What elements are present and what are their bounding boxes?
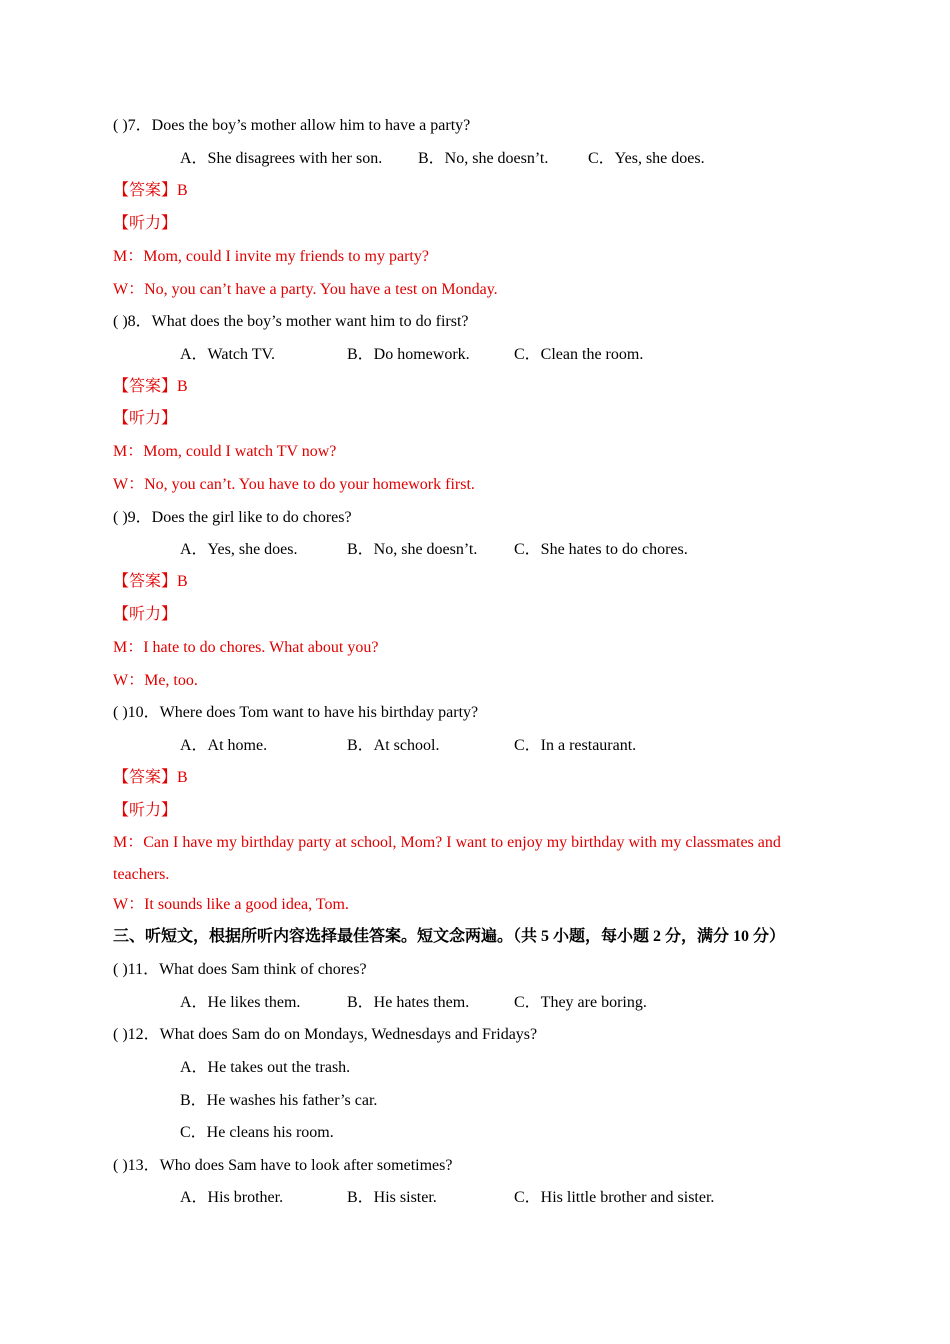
q9-listening-label: 【听力】 [113, 606, 178, 623]
question-9-stem: ( )9．Does the girl like to do chores? [113, 509, 352, 526]
q8-script-m: M：Mom, could I watch TV now? [113, 443, 337, 460]
q13-option-b: B．His sister. [347, 1189, 437, 1206]
q7-option-c: C．Yes, she does. [588, 150, 705, 167]
q11-option-c: C．They are boring. [514, 994, 647, 1011]
q12-option-b: B．He washes his father’s car. [180, 1092, 378, 1109]
q7-listening-label: 【听力】 [113, 215, 178, 232]
q10-script-m-cont: teachers. [113, 866, 170, 883]
q8-option-b: B．Do homework. [347, 346, 470, 363]
q9-script-w: W：Me, too. [113, 672, 198, 689]
q10-script-m: M：Can I have my birthday party at school, Mom? I want to enjoy my birthday with my classmates and [113, 834, 781, 851]
q10-listening-label: 【听力】 [113, 802, 178, 819]
q11-option-b: B．He hates them. [347, 994, 470, 1011]
q10-script-w: W：It sounds like a good idea, Tom. [113, 896, 349, 913]
q9-answer: 【答案】B [113, 573, 188, 590]
q10-answer: 【答案】B [113, 769, 188, 786]
q7-answer: 【答案】B [113, 182, 188, 199]
q9-script-m: M：I hate to do chores. What about you? [113, 639, 379, 656]
q10-option-a: A．At home. [180, 737, 268, 754]
question-7-stem: ( )7．Does the boy’s mother allow him to have a party? [113, 117, 471, 134]
q8-answer: 【答案】B [113, 378, 188, 395]
q9-option-b: B．No, she doesn’t. [347, 541, 478, 558]
question-13-stem: ( )13．Who does Sam have to look after sometimes? [113, 1157, 453, 1174]
q7-option-a: A．She disagrees with her son. [180, 150, 383, 167]
question-10-stem: ( )10．Where does Tom want to have his birthday party? [113, 704, 479, 721]
q8-option-c: C．Clean the room. [514, 346, 644, 363]
q7-script-w: W：No, you can’t have a party. You have a test on Monday. [113, 281, 498, 298]
q12-option-a: A．He takes out the trash. [180, 1059, 351, 1076]
q13-option-c: C．His little brother and sister. [514, 1189, 715, 1206]
q7-script-m: M：Mom, could I invite my friends to my party? [113, 248, 429, 265]
q10-option-c: C．In a restaurant. [514, 737, 637, 754]
q8-listening-label: 【听力】 [113, 410, 178, 427]
q13-option-a: A．His brother. [180, 1189, 284, 1206]
q11-option-a: A．He likes them. [180, 994, 301, 1011]
q8-script-w: W：No, you can’t. You have to do your homework first. [113, 476, 475, 493]
q9-option-a: A．Yes, she does. [180, 541, 298, 558]
q9-option-c: C．She hates to do chores. [514, 541, 688, 558]
q10-option-b: B．At school. [347, 737, 440, 754]
question-12-stem: ( )12．What does Sam do on Mondays, Wednesdays and Fridays? [113, 1026, 538, 1043]
section-3-heading: 三、听短文，根据所听内容选择最佳答案。短文念两遍。（共 5 小题，每小题 2 分，满分 10 分） [113, 928, 786, 945]
question-11-stem: ( )11．What does Sam think of chores? [113, 961, 367, 978]
q7-option-b: B．No, she doesn’t. [418, 150, 549, 167]
q8-option-a: A．Watch TV. [180, 346, 276, 363]
question-8-stem: ( )8．What does the boy’s mother want him to do first? [113, 313, 469, 330]
q12-option-c: C．He cleans his room. [180, 1124, 334, 1141]
